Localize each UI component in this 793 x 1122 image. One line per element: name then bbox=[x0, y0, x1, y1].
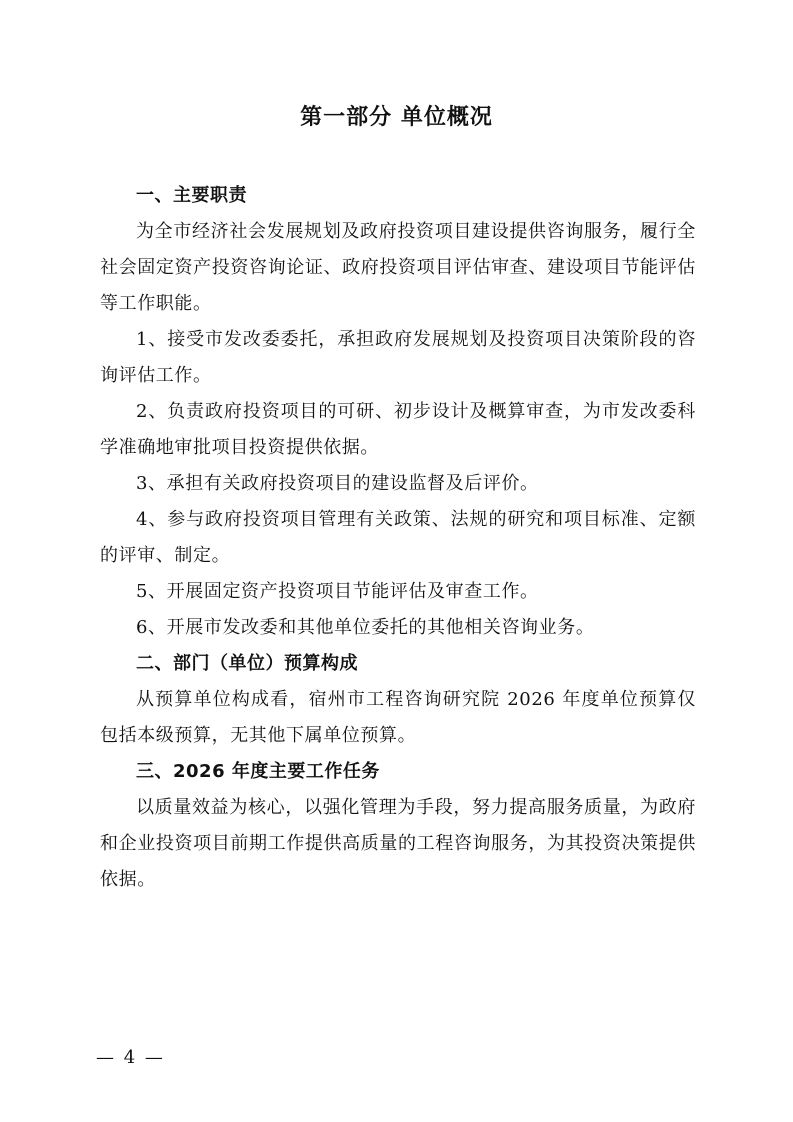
section-heading-duties: 一、主要职责 bbox=[136, 185, 247, 206]
duty-item: 2、负责政府投资项目的可研、初步设计及概算审查，为市发改委科学准确地审批项目投资提供依据。 bbox=[100, 401, 696, 458]
main-tasks-paragraph: 以质量效益为核心，以强化管理为手段，努力提高服务质量，为政府和企业投资项目前期工作提供高质量的工程咨询服务，为其投资决策提供依据。 bbox=[100, 797, 696, 890]
section-heading-main-tasks: 三、2026 年度主要工作任务 bbox=[136, 761, 380, 782]
duty-item: 6、开展市发改委和其他单位委托的其他相关咨询业务。 bbox=[136, 617, 595, 638]
duty-item: 4、参与政府投资项目管理有关政策、法规的研究和项目标准、定额的评审、制定。 bbox=[100, 509, 696, 566]
duty-item: 1、接受市发改委委托，承担政府发展规划及投资项目决策阶段的咨询评估工作。 bbox=[100, 329, 696, 386]
duty-item: 3、承担有关政府投资项目的建设监督及后评价。 bbox=[136, 473, 539, 494]
budget-structure-paragraph: 从预算单位构成看，宿州市工程咨询研究院 2026 年度单位预算仅包括本级预算，无其他下属单位预算。 bbox=[100, 689, 696, 746]
page-number: — 4 — bbox=[96, 1047, 165, 1068]
duty-item: 5、开展固定资产投资项目节能评估及审查工作。 bbox=[136, 581, 539, 602]
document-body bbox=[100, 178, 696, 898]
section-heading-budget-structure: 二、部门（单位）预算构成 bbox=[136, 653, 358, 674]
duties-intro-paragraph: 为全市经济社会发展规划及政府投资项目建设提供咨询服务，履行全社会固定资产投资咨询论证、政府投资项目评估审查、建设项目节能评估等工作职能。 bbox=[100, 221, 696, 314]
page-title: 第一部分 单位概况 bbox=[300, 105, 493, 130]
